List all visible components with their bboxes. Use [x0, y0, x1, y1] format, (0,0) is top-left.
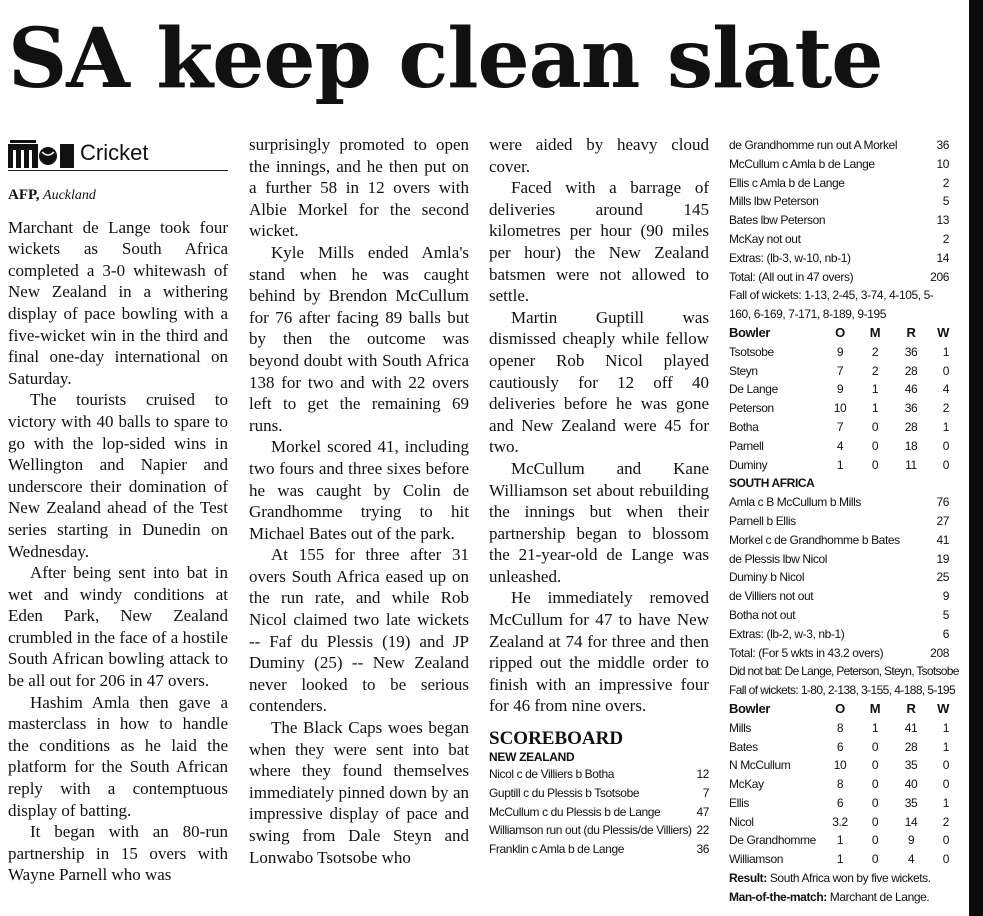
bowling-row: Peterson 10 1 36 2 [729, 401, 949, 416]
paragraph: He immediately removed McCullum for 47 to have New Zealand at 74 for three and then ripped out the middle order to finish with an impressive four for 46 from nine overs. [489, 588, 709, 716]
paragraph: Hashim Amla then gave a masterclass in how to handle the conditions as he laid the platform for the South African reply with a contemptuous display of batting. [8, 692, 228, 820]
paragraph: McCullum and Kane Williamson set about rebuilding the innings but when their partnership began to blossom the 21-year-old de Lange was unleashed. [489, 458, 709, 586]
extras-row: Extras: (lb-2, w-3, nb-1) 6 [729, 626, 949, 641]
sa-innings-title: SOUTH AFRICA [729, 476, 815, 491]
man-of-the-match-line: Man-of-the-match: Marchant de Lange. [729, 889, 930, 904]
paragraph: surprisingly promoted to open the innings, and he then put on a further 58 in 12 overs with Albie Morkel for the second wicket. [249, 135, 469, 241]
cricket-icon [8, 138, 74, 168]
bowling-row: Mills 8 1 41 1 [729, 720, 949, 735]
paragraph: Marchant de Lange took four wickets as South Africa completed a 3-0 whitewash of New Zealand in a withering display of pace bowling with a five-wicket win in the third and final one-day international on Saturday. [8, 217, 228, 388]
paragraph: Morkel scored 41, including two fours and three sixes before he was caught by Colin de Grandhomme trying to hit Michael Bates out of the park. [249, 437, 469, 543]
paragraph: The tourists cruised to victory with 40 balls to spare to go with the lop-sided wins in Wellington and Napier and underscore their domination of New Zealand ahead of the Test series starting in Dunedin on Wednesday. [8, 390, 228, 561]
extras-row: Extras: (lb-3, w-10, nb-1) 14 [729, 250, 949, 265]
result-line: Result: South Africa won by five wickets. [729, 871, 931, 886]
section-kicker [8, 136, 228, 171]
paragraph: Faced with a barrage of deliveries around 145 kilometres per hour (90 miles per hour) the New Zealand batsmen were not allowed to settle. [489, 178, 709, 306]
batting-row: Williamson run out (du Plessis/de Villiers) 22 [489, 823, 709, 838]
paragraph: were aided by heavy cloud cover. [489, 135, 709, 176]
bowling-row: De Grandhomme 1 0 9 0 [729, 833, 949, 848]
nz-batting-part-1 [489, 765, 709, 859]
sa-fall-of-wickets: Fall of wickets: 1-80, 2-138, 3-155, 4-188, 5-195 [729, 683, 956, 698]
bowling-row: Tsotsobe 9 2 36 1 [729, 344, 949, 359]
byline-agency: AFP, [8, 187, 40, 203]
bowling-row: Williamson 1 0 4 0 [729, 852, 949, 867]
bowling-row: N McCullum 10 0 35 0 [729, 758, 949, 773]
bowling-row: Botha 7 0 28 1 [729, 419, 949, 434]
batting-row: Botha not out 5 [729, 607, 949, 622]
section-label: Cricket [80, 140, 149, 166]
bowling-row: McKay 8 0 40 0 [729, 777, 949, 792]
nz-innings-title: NEW ZEALAND [489, 750, 575, 765]
scoreboard-column [729, 136, 959, 907]
batting-row: Morkel c de Grandhomme b Bates 41 [729, 532, 949, 547]
batting-row: Ellis c Amla b de Lange 2 [729, 175, 949, 190]
batting-row: McCullum c Amla b de Lange 10 [729, 156, 949, 171]
bowling-row: Steyn 7 2 28 0 [729, 363, 949, 378]
batting-row: Mills lbw Peterson 5 [729, 194, 949, 209]
batting-row: de Plessis lbw Nicol 19 [729, 551, 949, 566]
batting-row: Guptill c du Plessis b Tsotsobe 7 [489, 785, 709, 800]
article-column-2 [249, 134, 469, 868]
paragraph: It began with an 80-run partnership in 15 overs with Wayne Parnell who was [8, 822, 228, 885]
article-column-1 [8, 136, 228, 886]
bowling-row: Duminy 1 0 11 0 [729, 457, 949, 472]
paragraph: Kyle Mills ended Amla's stand when he was caught behind by Brendon McCullum for 76 after facing 89 balls but by then the outcome was beyond doubt with South Africa 138 for two and with 22 overs left to get the remaining 69 runs. [249, 242, 469, 435]
headline: SA keep clean slate [8, 11, 883, 107]
bowling-row: Ellis 6 0 35 1 [729, 795, 949, 810]
batting-row: de Grandhomme run out A Morkel 36 [729, 138, 949, 152]
batting-row: McCullum c du Plessis b de Lange 47 [489, 804, 709, 819]
did-not-bat: Did not bat: De Lange, Peterson, Steyn, Tsotsobe [729, 664, 959, 679]
total-row: Total: (All out in 47 overs) 206 [729, 269, 949, 284]
batting-row: Amla c B McCullum b Mills 76 [729, 495, 949, 510]
bowling-row: Bates 6 0 28 1 [729, 739, 949, 754]
batting-row: Bates lbw Peterson 13 [729, 213, 949, 228]
paragraph: At 155 for three after 31 overs South Africa eased up on the run rate, and while Rob Nicol claimed two late wickets -- Faf du Plessis (19) and JP Duminy (25) -- New Zealand never looked to be serious contenders. [249, 545, 469, 716]
batting-row: Franklin c Amla b de Lange 36 [489, 842, 709, 857]
bowling-header: Bowler O M R W [729, 324, 949, 340]
scoreboard-title: SCOREBOARD [489, 728, 624, 750]
page-edge-shadow [969, 0, 983, 916]
bowling-row: Parnell 4 0 18 0 [729, 438, 949, 453]
batting-row: Duminy b Nicol 25 [729, 570, 949, 585]
byline [8, 185, 228, 207]
paragraph: After being sent into bat in wet and windy conditions at Eden Park, New Zealand crumbled in the face of a hostile South African bowling attack to be all out for 206 in 47 overs. [8, 563, 228, 691]
nz-fall-of-wickets: Fall of wickets: 1-13, 2-45, 3-74, 4-105, 5-160, 6-169, 7-171, 8-189, 9-195 [729, 288, 934, 322]
batting-row: Nicol c de Villiers b Botha 12 [489, 767, 709, 782]
batting-row: McKay not out 2 [729, 231, 949, 246]
paragraph: Martin Guptill was dismissed cheaply while fellow opener Rob Nicol played cautiously for 12 off 40 deliveries before he was gone and New Zealand were 45 for two. [489, 307, 709, 457]
article-column-3 [489, 134, 709, 859]
batting-row: de Villiers not out 9 [729, 589, 949, 604]
total-row: Total: (For 5 wkts in 43.2 overs) 208 [729, 645, 949, 660]
paragraph: The Black Caps woes began when they were sent into bat where they found themselves immediately pinned down by an impressive display of pace and swing from Dale Steyn and Lonwabo Tsotsobe who [249, 718, 469, 867]
bowling-row: De Lange 9 1 46 4 [729, 382, 949, 397]
batting-row: Parnell b Ellis 27 [729, 513, 949, 528]
bowling-row: Nicol 3.2 0 14 2 [729, 814, 949, 829]
byline-location: Auckland [43, 188, 96, 203]
bowling-header: Bowler O M R W [729, 700, 949, 716]
